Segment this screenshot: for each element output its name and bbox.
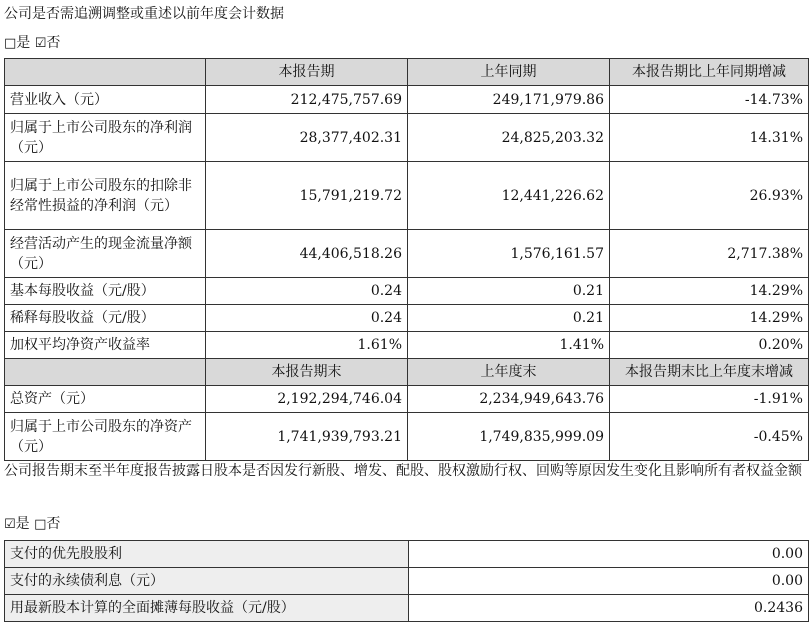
header-cell: 本报告期比上年同期增减 [610, 59, 809, 86]
dividend-table [4, 540, 809, 622]
table-header-row [5, 359, 809, 386]
checkbox-unchecked-icon[interactable]: □ [34, 517, 47, 532]
row-label: 支付的永续债利息（元） [5, 568, 409, 595]
header-cell [5, 359, 206, 386]
table-row [5, 386, 809, 413]
table-row [5, 541, 809, 568]
row-label: 基本每股收益（元/股） [5, 278, 206, 305]
restate-choice [4, 32, 60, 52]
row-label: 经营活动产生的现金流量净额（元） [5, 230, 206, 278]
row-label: 归属于上市公司股东的扣除非经常性损益的净利润（元） [5, 162, 206, 230]
header-cell: 本报告期末 [206, 359, 408, 386]
prior-value: 0.21 [408, 305, 610, 332]
row-value: 0.00 [409, 541, 809, 568]
checkbox-checked-icon[interactable]: ☑ [34, 36, 47, 51]
table-row [5, 568, 809, 595]
option-yes-label: 是 [15, 516, 30, 532]
row-label: 归属于上市公司股东的净利润（元） [5, 114, 206, 162]
table-row [5, 162, 809, 230]
equity-choice [4, 513, 60, 533]
change-value: 2,717.38% [610, 230, 809, 278]
table-row [5, 278, 809, 305]
prior-value: 1.41% [408, 332, 610, 359]
change-value: -0.45% [610, 413, 809, 461]
prior-value: 0.21 [408, 278, 610, 305]
header-cell: 本报告期 [206, 59, 408, 86]
change-value: -14.73% [610, 86, 809, 114]
row-value: 0.2436 [409, 595, 809, 622]
prior-value: 12,441,226.62 [408, 162, 610, 230]
table-row [5, 114, 809, 162]
current-value: 44,406,518.26 [206, 230, 408, 278]
current-value: 0.24 [206, 278, 408, 305]
table-header-row [5, 59, 809, 86]
prior-value: 24,825,203.32 [408, 114, 610, 162]
table-row [5, 305, 809, 332]
current-value: 1,741,939,793.21 [206, 413, 408, 461]
change-value: 14.29% [610, 305, 809, 332]
option-yes-label: 是 [16, 35, 31, 51]
row-label: 用最新股本计算的全面摊薄每股收益（元/股） [5, 595, 409, 622]
current-value: 2,192,294,746.04 [206, 386, 408, 413]
checkbox-checked-icon[interactable]: ☑ [4, 517, 16, 532]
checkbox-unchecked-icon[interactable]: □ [4, 36, 17, 51]
section-title: 公司是否需追溯调整或重述以前年度会计数据 [4, 6, 284, 22]
header-cell: 上年同期 [408, 59, 610, 86]
row-label: 加权平均净资产收益率 [5, 332, 206, 359]
financial-data-table [4, 58, 809, 461]
change-value: 14.29% [610, 278, 809, 305]
header-cell [5, 59, 206, 86]
header-cell: 上年度末 [408, 359, 610, 386]
current-value: 0.24 [206, 305, 408, 332]
row-value: 0.00 [409, 568, 809, 595]
current-value: 212,475,757.69 [206, 86, 408, 114]
change-value: -1.91% [610, 386, 809, 413]
table-row [5, 413, 809, 461]
row-label: 支付的优先股股利 [5, 541, 409, 568]
option-no-label: 否 [46, 516, 61, 532]
row-label: 归属于上市公司股东的净资产（元） [5, 413, 206, 461]
current-value: 28,377,402.31 [206, 114, 408, 162]
table-row [5, 230, 809, 278]
prior-value: 2,234,949,643.76 [408, 386, 610, 413]
table-row [5, 595, 809, 622]
row-label: 稀释每股收益（元/股） [5, 305, 206, 332]
table-row [5, 332, 809, 359]
header-cell: 本报告期末比上年度末增减 [610, 359, 809, 386]
option-no-label: 否 [46, 35, 61, 51]
current-value: 15,791,219.72 [206, 162, 408, 230]
change-value: 14.31% [610, 114, 809, 162]
prior-value: 1,576,161.57 [408, 230, 610, 278]
change-value: 0.20% [610, 332, 809, 359]
prior-value: 249,171,979.86 [408, 86, 610, 114]
table-row [5, 86, 809, 114]
row-label: 总资产（元） [5, 386, 206, 413]
current-value: 1.61% [206, 332, 408, 359]
prior-value: 1,749,835,999.09 [408, 413, 610, 461]
row-label: 营业收入（元） [5, 86, 206, 114]
change-value: 26.93% [610, 162, 809, 230]
equity-question: 公司报告期末至半年度报告披露日股本是否因发行新股、增发、配股、股权激励行权、回购等原因发生变化且影响所有者权益金额 [4, 463, 802, 479]
